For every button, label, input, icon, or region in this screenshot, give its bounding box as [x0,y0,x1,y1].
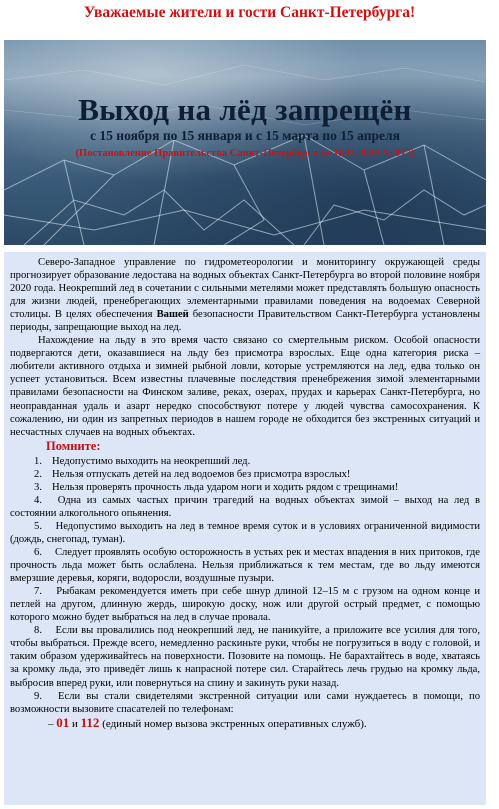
rule-item: 6. Следует проявлять особую осторожность в устьях рек и местах впадения в них притоков, где прочность льда может быть ослаблена. Нельзя приближаться к тем местам, где во льду имеются вмерзшие деревья, коряги, водоросли, воздушные пузыри. [10,547,480,585]
rule-item: 4. Одна из самых частых причин трагедий на водных объектах зимой – выход на лед в состоянии алкогольного опьянения. [10,494,480,519]
notice-body [4,252,486,805]
rule-item: 1. Недопустимо выходить на неокрепший лед. [34,455,251,467]
rule-item: 2. Нельзя отпускать детей на лед водоемов без присмотра взрослых! [34,468,351,480]
rule-item: 3. Нельзя проверять прочность льда ударом ноги и ходить рядом с трещинами! [34,481,399,493]
banner-decree: (Постановление Правительства Санкт-Петербурга от 11.11.2020 № 917) [75,148,415,159]
rule-item: 9. Если вы стали свидетелями экстренной ситуации или сами нуждаетесь в помощи, по возможности вызовите спасателей по телефонам: [10,690,480,715]
banner-title: Выход на лёд запрещён [78,92,412,127]
ice-banner [4,40,486,245]
intro-paragraph-2: Нахождение на льду в это время часто связано со смертельным риском. Особой опасности подвергаются дети, оказавшиеся на льду без присмотра взрослых. Еще одна категория риска – любители активного отдыха и зимней рыбной ловли, которые устремляются на лед, едва только он успеет установиться. Всем известны плачевные последствия пренебрежения зимой элементарными правилами безопасности на Финском заливе, реках, озерах, прудах и карьерах Санкт-Петербурга, но неоправданная удаль и азарт нередко способствуют потере у людей чувства самосохранения. К сожалению, ни один из запретных периодов в нашем городе не обходится без экстренных ситуаций и несчастных случаев на водных объектах. [10,335,480,438]
banner-dates: с 15 ноября по 15 января и с 15 марта по 15 апреля [90,128,400,143]
remember-label: Помните: [46,438,101,453]
rule-item: 7. Рыбакам рекомендуется иметь при себе шнур длиной 12–15 м с грузом на одном конце и петлей на другом, длинную жердь, широкую доску, нож или другой острый предмет, с помощью которого можно будет выбраться на лед в случае провала. [10,586,480,624]
emphasis-your: Вашей [156,309,189,321]
emergency-phones: – 01 и 112 (единый номер вызова экстренных оперативных служб). [48,714,367,730]
rule-item: 5. Недопустимо выходить на лед в темное время суток и в условиях ограниченной видимости (дождь, снегопад, туман). [10,520,480,545]
notice-text [10,256,480,731]
rule-item: 8. Если вы провалились под неокрепший лед, не паникуйте, а приложите все усилия для того, чтобы выбраться. Прежде всего, немедленно раскиньте руки, чтобы не погрузиться в воду с головой, и таким образом удерживайтесь на поверхности. Позовите на помощь. Не барахтайтесь в воде, хватаясь за кромку льда, это приведёт лишь к напрасной потере сил. Старайтесь лечь грудью на кромку льда, выбросив вперед руки, или повернуться на спину и закинуть руки назад. [10,625,480,689]
phone-01: 01 [56,714,70,730]
intro-paragraph-1: Северо-Западное управление по гидрометеорологии и мониторингу окружающей среды прогнозирует образование ледостава на водных объектах Санкт-Петербурга во второй половине ноября 2020 года. Неокрепший лед в сочетании с сильными метелями может представлять большую опасность для жизни людей, пренебрегающих элементарными правилами поведения на водоемах Северной столицы. В целях обеспечения Вашей безопасности Правительством Санкт-Петербурга установлены периоды, запрещающие выход на лед. [10,257,480,334]
phone-112: 112 [80,714,100,730]
greeting-heading: Уважаемые жители и гости Санкт-Петербурга! [83,4,416,21]
